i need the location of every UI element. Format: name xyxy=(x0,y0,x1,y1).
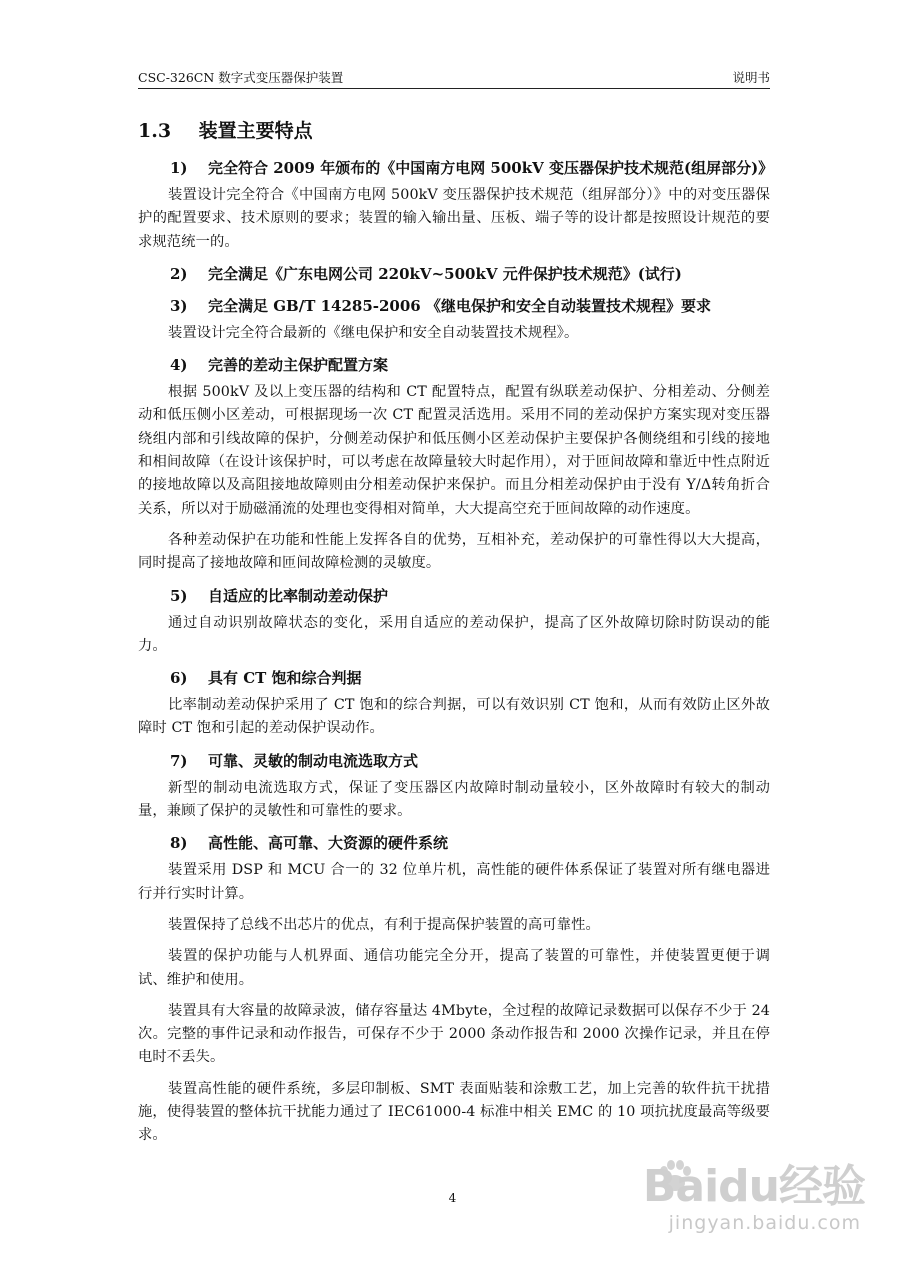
feature-heading xyxy=(138,353,770,377)
feature-item xyxy=(138,156,774,254)
feature-number: 4) xyxy=(170,356,188,375)
feature-title: 具有 CT 饱和综合判据 xyxy=(208,669,362,688)
feature-item xyxy=(138,666,770,741)
feature-title: 完全符合 2009 年颁布的《中国南方电网 500kV 变压器保护技术规范(组屏部分)》 xyxy=(208,159,774,177)
feature-number: 8) xyxy=(170,834,188,853)
watermark-url: jingyan.baidu.com xyxy=(668,1212,861,1234)
feature-heading xyxy=(138,156,774,180)
paragraph: 各种差动保护在功能和性能上发挥各自的优势，互相补充，差动保护的可靠性得以大大提高，同时提高了接地故障和匝间故障检测的灵敏度。 xyxy=(138,531,770,572)
paragraph: 比率制动差动保护采用了 CT 饱和的综合判据，可以有效识别 CT 饱和，从而有效防止区外故障时 CT 饱和引起的差动保护误动作。 xyxy=(138,697,770,737)
watermark-logo: Baidu经验 xyxy=(642,1161,865,1212)
feature-title: 完全满足《广东电网公司 220kV~500kV 元件保护技术规范》(试行) xyxy=(208,264,682,283)
feature-item xyxy=(138,831,770,1147)
feature-title: 完善的差动主保护配置方案 xyxy=(208,356,389,375)
feature-title: 完全满足 GB/T 14285-2006 《继电保护和安全自动装置技术规程》要求 xyxy=(208,296,711,315)
feature-item xyxy=(138,749,770,824)
feature-heading xyxy=(138,831,770,855)
section-heading xyxy=(138,114,770,148)
feature-item xyxy=(138,294,770,345)
paragraph: 新型的制动电流选取方式，保证了变压器区内故障时制动量较小，区外故障时有较大的制动量，兼顾了保护的灵敏性和可靠性的要求。 xyxy=(138,779,770,820)
paragraph: 根据 500kV 及以上变压器的结构和 CT 配置特点，配置有纵联差动保护、分相差动、分侧差动和低压侧小区差动，可根据现场一次 CT 配置灵活选用。采用不同的差动保护方案实现对变压器绕组内部和引线故障的保护，分侧差动保护和低压侧小区差动保护主要保护各侧绕组和引线的接地和相间故障（在设计该保护时，可以考虑在故障量较大时起作用），对于匝间故障和靠近中性点附近的接地故障以及高阻接地故障则由分相差动保护来保护。而且分相差动保护由于没有 Y/Δ转角折合关系，所以对于励磁涌流的处理也变得相对简单，大大提高空充于匝间故障的动作速度。 xyxy=(138,384,770,517)
page-content xyxy=(138,108,774,1156)
paragraph: 装置设计完全符合《中国南方电网 500kV 变压器保护技术规范（组屏部分）》中的对变压器保护的配置要求、技术原则的要求；装置的输入输出量、压板、端子等的设计都是按照设计规范的要求规范统一的。 xyxy=(138,187,770,250)
feature-item xyxy=(138,353,770,575)
feature-heading xyxy=(138,749,770,773)
paragraph: 装置具有大容量的故障录波，储存容量达 4Mbyte，全过程的故障记录数据可以保存不少于 24 次。完整的事件记录和动作报告，可保存不少于 2000 条动作报告和 2000 次操作记录，并且在停电时不丢失。 xyxy=(138,1002,770,1066)
section-title: 装置主要特点 xyxy=(198,120,313,142)
feature-title: 高性能、高可靠、大资源的硬件系统 xyxy=(208,834,449,853)
header-doc-type: 说明书 xyxy=(732,70,770,85)
paragraph: 装置保持了总线不出芯片的优点，有利于提高保护装置的高可靠性。 xyxy=(168,916,600,933)
header-doc-title: CSC-326CN 数字式变压器保护装置 xyxy=(138,70,344,85)
feature-number: 5) xyxy=(170,586,188,605)
feature-heading xyxy=(138,294,770,318)
page-header xyxy=(138,66,770,89)
section-number: 1.3 xyxy=(138,120,172,142)
feature-heading xyxy=(138,584,770,608)
feature-title: 可靠、灵敏的制动电流选取方式 xyxy=(208,751,419,770)
page-number: 4 xyxy=(448,1191,457,1205)
paragraph: 装置设计完全符合最新的《继电保护和安全自动装置技术规程》。 xyxy=(168,324,579,341)
feature-heading xyxy=(138,666,770,690)
paragraph: 装置采用 DSP 和 MCU 合一的 32 位单片机，高性能的硬件体系保证了装置对所有继电器进行并行实时计算。 xyxy=(138,862,770,902)
feature-title: 自适应的比率制动差动保护 xyxy=(208,586,389,605)
feature-number: 6) xyxy=(170,669,188,688)
feature-number: 1) xyxy=(170,159,188,177)
paragraph: 装置的保护功能与人机界面、通信功能完全分开，提高了装置的可靠性，并使装置更便于调试、维护和使用。 xyxy=(138,948,770,988)
paragraph: 通过自动识别故障状态的变化，采用自适应的差动保护，提高了区外故障切除时防误动的能力。 xyxy=(138,614,770,654)
paragraph: 装置高性能的硬件系统，多层印制板、SMT 表面贴装和涂敷工艺，加上完善的软件抗干扰措施，使得装置的整体抗干扰能力通过了 IEC61000-4 标准中相关 EMC 的 10 项抗扰度最高等级要求。 xyxy=(138,1080,770,1144)
feature-number: 2) xyxy=(170,264,188,283)
feature-item xyxy=(138,584,770,659)
baidu-watermark xyxy=(615,1150,865,1260)
feature-number: 3) xyxy=(170,296,188,315)
feature-number: 7) xyxy=(170,751,188,770)
feature-item xyxy=(138,262,770,286)
feature-heading xyxy=(138,262,770,286)
